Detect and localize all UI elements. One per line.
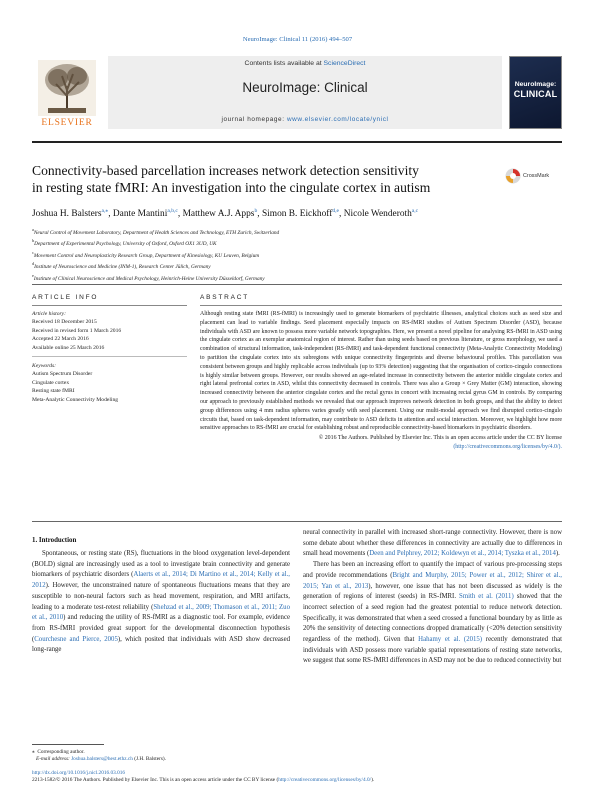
intro-paragraph [303,528,562,560]
keyword-item[interactable]: Autism Spectrum Disorder [32,371,93,378]
author-email-link[interactable]: Joshua.balsters@hest.ethz.ch [71,756,133,763]
affiliation-text: Institute of Neuroscience and Medicine (INM-1), Research Center Jülich, Germany [34,264,211,271]
affiliation-text: Movement Control and Neuroplasticity Research Group, Department of Kinesiology, KU Leuven, Belgium [33,252,260,259]
abstract-license: © 2016 The Authors. Published by Elsevier Inc. This is an open access article under the CC BY license (http://creativecommons.org/licenses/by/4.0/). [318,435,562,450]
author-list [32,208,562,219]
elsevier-logo[interactable] [32,56,102,132]
citation-link[interactable]: Courchesne and Pierce, 2005 [34,635,118,643]
history-label: Article history: [32,311,67,317]
author-separator: , [339,209,344,220]
corresponding-author-footnote: ⁎ Corresponding author. E-mail address: Joshua.balsters@hest.ethz.ch (J.H. Balsters). [32,749,167,763]
affiliation-text: Department of Experimental Psychology, University of Oxford, Oxford OX1 3UD, UK [34,241,217,248]
history-date: Accepted 22 March 2016 [32,336,89,343]
doi-link[interactable]: http://dx.doi.org/10.1016/j.nicl.2016.03.016 [32,770,126,776]
sciencedirect-link[interactable]: ScienceDirect [323,60,366,67]
author-name[interactable]: Joshua H. Balsters [32,209,102,220]
body-text: recently demonstrated that individuals with ASD possess more variable spatial representations of resting state networks, we suggest that some RS-fMRI differences in ASD may not be due to reduced connectivity but [303,636,562,665]
affiliation-item [32,226,562,237]
intro-left-column [32,549,290,656]
history-date: Available online 25 March 2016 [32,344,105,351]
citation-link[interactable]: Alaerts et al., 2014; Di Martino et al., 2014; Kelly et al., 2012 [32,571,290,590]
affiliation-list [32,226,562,283]
body-text: Spontaneous, or resting state (RS), fluctuations in the blood oxygenation level-dependent (BOLD) signal are increasingly used as a tool to investigate brain connectivity and generate biomarkers of psychiatric disorders ( [32,550,290,579]
abstract-heading: ABSTRACT [200,294,250,301]
body-text: There has been an increasing effort to quantify the impact of various pre-processing steps and provide recommendations ( [303,561,562,579]
body-text: ), which posited that individuals with ASD show decreased long-range [32,635,290,654]
intro-paragraph [303,560,562,667]
intro-right-column [303,528,562,667]
history-date: Received 18 December 2015 [32,319,97,326]
author-affiliation-marker[interactable]: a,⁎ [101,208,109,214]
citation-link[interactable]: Bright and Murphy, 2015; Power et al., 2012; Shirer et al., 2015; Yan et al., 2013 [303,571,562,590]
contents-line: Contents lists available at ScienceDirect [244,60,366,67]
author-name[interactable]: Matthew A.J. Apps [182,209,255,220]
author-name[interactable]: Nicole Wenderoth [343,209,412,220]
affiliation-key: b [32,238,35,244]
intro-paragraph [32,549,290,656]
crossmark-icon [505,168,521,184]
keyword-item[interactable]: Resting state fMRI [32,388,75,395]
masthead-banner [108,56,502,129]
abstract-rule [200,305,562,306]
journal-homepage-line: journal homepage: www.elsevier.com/locate/ynicl [221,116,389,123]
history-date: Received in revised form 1 March 2016 [32,327,122,334]
crossmark-label: CrossMark [523,173,550,179]
cover-title-line1: NeuroImage: [514,81,557,88]
journal-masthead [32,56,562,134]
keyword-item[interactable]: Meta-Analytic Connectivity Modeling [32,396,119,403]
citation-link[interactable]: Deen and Pelphrey, 2012; Koldewyn et al., 2014; Tyszka et al., 2014 [369,550,556,558]
author-affiliation-marker[interactable]: a,c [411,208,419,214]
body-text: neural connectivity in parallel with increased short-range connectivity. However, there is now some debate about whether these differences in connectivity are actually due to differences in small head movements ( [303,529,562,558]
keywords-block [32,362,187,404]
citation-link[interactable]: Shehzad et al., 2009; Thomason et al., 2011; Zuo et al., 2010 [32,603,290,622]
footer-license-link[interactable]: http://creativecommons.org/licenses/by/4.0/ [278,777,372,784]
title-line2: in resting state fMRI: An investigation into the cingulate cortex in autism [32,179,431,195]
body-text: ). [555,550,560,558]
crossmark-badge[interactable] [505,168,561,186]
abstract-divider [32,521,562,522]
author-separator: , [257,209,262,220]
cover-title-line2: CLINICAL [513,89,558,99]
title-line1: Connectivity-based parcellation increases network detection sensitivity [32,163,419,178]
author-affiliation-marker[interactable]: b [254,208,258,214]
affiliation-key: a [32,227,34,232]
article-title [32,163,502,196]
affiliation-item [32,260,562,271]
article-history [32,310,187,357]
elsevier-wordmark: ELSEVIER [41,118,93,128]
issn-license-line: 2213-1582/© 2016 The Authors. Published by Elsevier Inc. This is an open access article under the CC BY license (http://creativecommons.org/licenses/by/4.0/). [32,777,375,784]
journal-name: NeuroImage: Clinical [242,80,368,95]
citation-link[interactable]: Smith et al. (2011) [459,593,514,601]
body-text: ), however, one issue that has not been discussed as widely is the generation of regions of interest (seeds) in RS-fMRI. [303,582,562,601]
article-info-heading: ARTICLE INFO [32,294,99,301]
introduction-heading: 1. Introduction [32,537,77,544]
body-text: ). However, the unconstrained nature of spontaneous fluctuations means that they are susceptible to non-neural factors such as head movement, respiration, and MRI artifacts, leading to a moderate test-retest reliability ( [32,582,290,611]
affiliation-key: d [32,261,35,267]
article-info-rule [32,305,187,306]
affiliation-text: Institute of Clinical Neuroscience and Medical Psychology, Heinrich-Heine University Düsseldorf, Germany [33,275,265,282]
affiliation-item [32,272,562,283]
footnote-rule [32,744,104,745]
abstract-text: Although resting state fMRI (RS-fMRI) is increasingly used to generate biomarkers of psychiatric illnesses, analytical choices such as seed size and placement can lead to variable findings. Seed placement especially impacts on RS-fMRI studies of Autism Spectrum Disorder (ASD), because individuals with ASD are known to possess more variable network topographies. Here, we present a novel pipeline for analysing RS-fMRI in ASD using the cingulate cortex as an exemplar anatomical region of interest. Rather than using seeds based on previous literature, or gross morphology, we used a combination of structural information, task-independent (RS-fMRI) and task-dependent functional connectivity (Meta-Analytic Connectivity Modeling) to partition the cingulate cortex into six subregions with unique connectivity fingerprints and diverse behavioural profiles. This parcellation was consistent between groups and highly replicable across individuals (up to 93% detection) suggesting that the organisation of cortico-cingulo connections is highly similar between groups. However, our results showed an age-related increase in connectivity between the anterior middle cingulate cortex and right lateral prefrontal cortex in ASD, whilst this connectivity decreased in controls. There was also a Group × Grey Matter (GM) interaction, showing increased connectivity between the anterior cingulate cortex and the rectal gyrus in concert with increasing rectal gyrus GM in controls. By comparing our approach to previously established methods we revealed that our approach improves network detection in both groups, and that the ability to detect group differences using 4 mm radius spheres varies greatly with seed placement. Using our multi-modal approach we find disrupted cortico-cingulo circuits that, based on task-dependent information, may contribute to ASD deficits in attention and social interaction. Moreover, we highlight how more sensitive approaches to RS-fMRI are crucial for establishing robust and reproducible connectivity-based biomarkers in psychiatric disorders. [200,311,562,432]
author-affiliation-marker[interactable]: a,b,c [167,208,178,214]
journal-homepage-link[interactable]: www.elsevier.com/locate/ynicl [286,116,389,123]
affiliation-text: Neural Control of Movement Laboratory, Department of Health Sciences and Technology, ETH Zurich, Switzerland [33,229,280,236]
keywords-label: Keywords: [32,363,57,370]
affiliation-key: c [32,249,34,255]
affiliation-key: e [32,272,34,278]
body-text: ) and reducing the utility of RS-fMRI as a diagnostic tool. For example, evidence from RS-fMRI provided great support for the developmental disconnection hypothesis ( [32,614,290,643]
journal-reference[interactable]: NeuroImage: Clinical 11 (2016) 494–507 [242,36,353,43]
affiliation-item [32,249,562,260]
page-footer [32,770,562,785]
keyword-item[interactable]: Cingulate cortex [32,379,70,386]
author-affiliation-marker[interactable]: d,e [332,208,340,214]
author-name[interactable]: Simon B. Eickhoff [261,209,333,220]
body-text: showed that the incorrect selection of a seed region had the greatest potential to reduce network detection. Specifically, it was demonstrated that when a seed crossed a functional boundary by as little as 20% the sensitivity of detecting connections dropped dramatically (<20% detection sensitivity regardless of the method). Given that [303,593,562,644]
abstract-body [200,310,562,452]
author-separator: , [177,209,183,220]
author-name[interactable]: Dante Mantini [112,209,168,220]
citation-link[interactable]: Hahamy et al. (2015) [418,636,483,644]
affiliation-divider [32,284,562,285]
article-info-panel [32,310,187,404]
author-separator: , [108,209,113,220]
license-link[interactable]: (http://creativecommons.org/licenses/by/4.0/). [453,443,562,450]
journal-cover-thumbnail[interactable] [509,56,562,129]
header-divider [32,141,562,143]
affiliation-item [32,237,562,248]
